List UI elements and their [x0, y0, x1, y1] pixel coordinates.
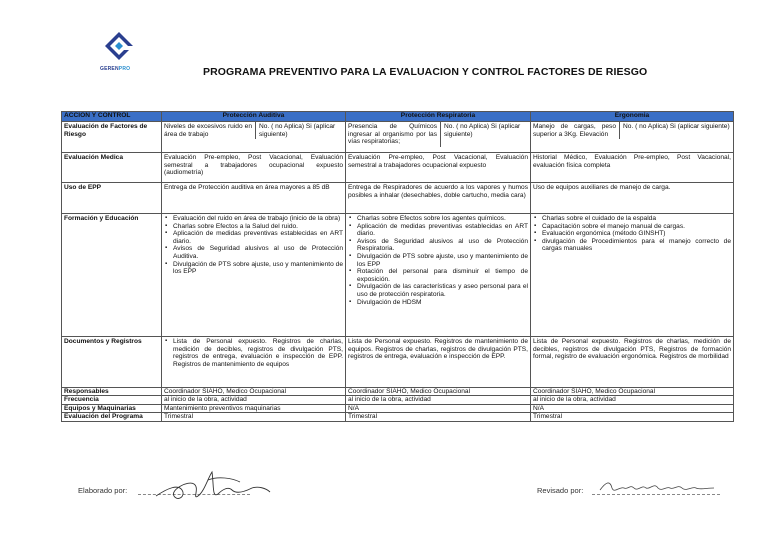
- cell-auditiva: Niveles de excesivos ruido en área de trabajo No. ( no Aplica) Si (aplicar siguiente): [162, 122, 346, 153]
- cell-respiratoria: Entrega de Respiradores de acuerdo a los vapores y humos posibles a inhalar (desechables, doble cartucho, media cara): [346, 183, 531, 214]
- list-item: ▪ Evaluación del ruido en área de trabajo (inicio de la obra): [173, 215, 343, 223]
- list-item: ▪ Divulgación de HDSM: [357, 299, 528, 307]
- list-item: ▪ Avisos de Seguridad alusivos al uso de Protección Auditiva.: [173, 245, 343, 260]
- row-label: Equipos y Maquinarias: [62, 404, 162, 412]
- cell-auditiva: Coordinador SIAHO, Medico Ocupacional: [162, 388, 346, 396]
- row-label: Documentos y Registros: [62, 337, 162, 388]
- table-row: [62, 183, 734, 214]
- table-row: [62, 413, 734, 421]
- cell-auditiva: [162, 214, 346, 337]
- table-row: [62, 388, 734, 396]
- list-item: ▪ Evaluación ergonómica (método GINSHT): [542, 230, 731, 238]
- cell-respiratoria: N/A: [346, 404, 531, 412]
- table-row: [62, 214, 734, 337]
- list-item: ▪ Aplicación de medidas preventivas establecidas en ART diario.: [173, 230, 343, 245]
- list-item: ▪ Lista de Personal expuesto. Registros de charlas, medición de decibles, registros de divulgación PTS, registros de entrega, evaluación e inspección de EPP. Registros de mantenimiento de equipos: [173, 338, 343, 368]
- header-respiratoria: Protección Respiratoria: [346, 112, 531, 122]
- list-item: ▪ Charlas sobre Efectos sobre los agentes químicos.: [357, 215, 528, 223]
- row-label: Evaluación de Factores de Riesgo: [62, 122, 162, 153]
- cell-respiratoria: [346, 214, 531, 337]
- row-label: Uso de EPP: [62, 183, 162, 214]
- row-label: Responsables: [62, 388, 162, 396]
- revisado-signature-icon: [596, 476, 720, 498]
- cell-respiratoria: Trimestral: [346, 413, 531, 421]
- table-row: [62, 153, 734, 183]
- list-item: ▪ Divulgación de PTS sobre ajuste, uso y mantenimiento de los EPP: [357, 253, 528, 268]
- cell-auditiva: Evaluación Pre-empleo, Post Vacacional, Evaluación semestral a trabajadores ocupacional expuesto (audiometría): [162, 153, 346, 183]
- header-ergonomia: Ergonomia: [531, 112, 734, 122]
- elaborado-signature-icon: [148, 466, 278, 510]
- table-row: [62, 337, 734, 388]
- cell-ergonomia: Manejo de cargas, peso superior a 3Kg. Elevación No. ( no Aplica) Si (aplicar siguiente): [531, 122, 734, 153]
- row-label: Frecuencia: [62, 396, 162, 404]
- cell-ergonomia: Coordinador SIAHO, Medico Ocupacional: [531, 388, 734, 396]
- document-title: PROGRAMA PREVENTIVO PARA LA EVALUACION Y CONTROL FACTORES DE RIESGO: [203, 66, 648, 78]
- cell-ergonomia: al inicio de la obra, actividad: [531, 396, 734, 404]
- cell-auditiva: [162, 337, 346, 388]
- table-row: [62, 396, 734, 404]
- cell-ergonomia: Lista de Personal expuesto. Registros de charlas, medición de decibles, registros de divulgación PTS, Registros de formación formal, registro de evaluación ergonómica. Registros de morbilidad: [531, 337, 734, 388]
- list-item: ▪ Charlas sobre el cuidado de la espalda: [542, 215, 731, 223]
- risk-program-table: [61, 111, 734, 422]
- logo-mark-icon: [102, 30, 136, 64]
- list-item: ▪ divulgación de Procedimientos para el manejo correcto de cargas manuales: [542, 238, 731, 253]
- list-item: ▪ Divulgación de PTS sobre ajuste, uso y mantenimiento de los EPP: [173, 261, 343, 276]
- cell-respiratoria: Lista de Personal expuesto. Registros de mantenimiento de equipos. Registros de charlas, registros de divulgación PTS, registros de entrega, evaluación e inspección de EPP.: [346, 337, 531, 388]
- row-label: Evaluación del Programa: [62, 413, 162, 421]
- list-item: ▪ Aplicación de medidas preventivas establecidas en ART diario.: [357, 223, 528, 238]
- cell-ergonomia: Historial Médico, Evaluación Pre-empleo, Post Vacacional, evaluación física completa: [531, 153, 734, 183]
- elaborado-label: Elaborado por:: [78, 486, 128, 495]
- cell-respiratoria: Presencia de Químicos ingresar al organismo por las vías respiratorias; No. ( no Aplica) Si (aplicar siguiente): [346, 122, 531, 153]
- cell-respiratoria: Evaluación Pre-empleo, Post Vacacional, Evaluación semestral a trabajadores ocupacional expuesto: [346, 153, 531, 183]
- cell-auditiva: al inicio de la obra, actividad: [162, 396, 346, 404]
- company-logo: [100, 30, 136, 78]
- header-accion: ACCION Y CONTROL: [62, 112, 162, 122]
- list-item: ▪ Capacitación sobre el manejo manual de cargas.: [542, 223, 731, 231]
- cell-ergonomia: Uso de equipos auxiliares de manejo de carga.: [531, 183, 734, 214]
- list-item: ▪ Rotación del personal para disminuir el tiempo de exposición.: [357, 268, 528, 283]
- cell-auditiva: Mantenimiento preventivos maquinarias: [162, 404, 346, 412]
- cell-auditiva: Trimestral: [162, 413, 346, 421]
- cell-ergonomia: Trimestral: [531, 413, 734, 421]
- cell-respiratoria: Coordinador SIAHO, Medico Ocupacional: [346, 388, 531, 396]
- cell-ergonomia: N/A: [531, 404, 734, 412]
- row-label: Formación y Educación: [62, 214, 162, 337]
- list-item: ▪ Avisos de Seguridad alusivos al uso de Protección Respiratoria.: [357, 238, 528, 253]
- cell-ergonomia: [531, 214, 734, 337]
- cell-respiratoria: al inicio de la obra, actividad: [346, 396, 531, 404]
- cell-auditiva: Entrega de Protección auditiva en área mayores a 85 dB: [162, 183, 346, 214]
- table-row: [62, 404, 734, 412]
- list-item: ▪ Charlas sobre Efectos a la Salud del ruido.: [173, 223, 343, 231]
- header-auditiva: Protección Auditiva: [162, 112, 346, 122]
- row-label: Evaluación Medica: [62, 153, 162, 183]
- logo-text: GERENPRO: [100, 66, 131, 72]
- revisado-label: Revisado por:: [537, 486, 584, 495]
- table-header-row: [62, 112, 734, 122]
- table-row: [62, 122, 734, 153]
- list-item: ▪ Divulgación de las características y aseo personal para el uso de protección respiratoria.: [357, 283, 528, 298]
